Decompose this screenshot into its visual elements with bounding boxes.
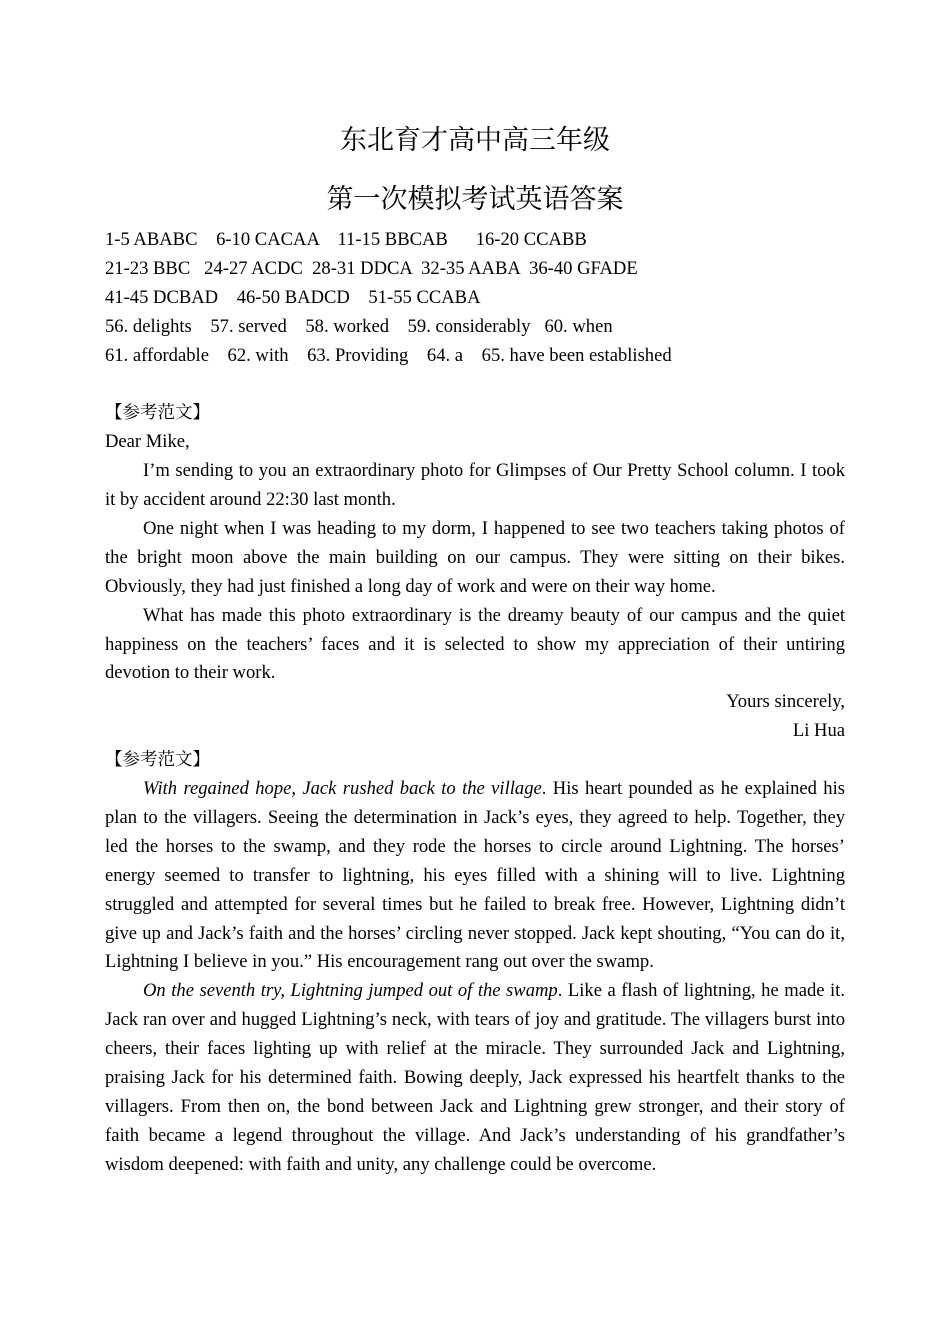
answer-line: 41-45 DCBAD 46-50 BADCD 51-55 CCABA [105,286,481,308]
answer-line: 56. delights 57. served 58. worked 59. considerably 60. when [105,315,613,337]
document-body [105,226,845,1180]
answer-line: 21-23 BBC 24-27 ACDC 28-31 DDCA 32-35 AABA 36-40 GFADE [105,257,638,279]
answer-line: 61. affordable 62. with 63. Providing 64. a 65. have been established [105,344,672,366]
essay1-closing: Yours sincerely, [726,691,845,713]
essay2-body-2: . Like a flash of lightning, he made it. Jack ran over and hugged Lightning’s neck, with tears of joy and gratitude. The villagers burst into cheers, their faces lighting up with relief at the miracle. They surrounded Jack and Lightning, praising Jack for his determined faith. Bowing deeply, Jack expressed his heartfelt thanks to the villagers. From then on, the bond between Jack and Lightning grew stronger, and their story of faith became a legend throughout the village. And Jack’s understanding of his grandfather’s wisdom deepened: with faith and unity, any challenge could be overcome. [105,980,845,1175]
school-title: 东北育才高中高三年级 [340,125,610,156]
essay2-lead-sentence-1: With regained hope, Jack rushed back to the village [143,778,542,800]
exam-title: 第一次模拟考试英语答案 [326,184,624,215]
essay2-lead-sentence-2: On the seventh try, Lightning jumped out of the swamp [143,980,558,1002]
essay2-heading: 【参考范文】 [105,750,210,771]
spacer [105,370,845,399]
essay2-paragraph-1 [105,775,845,977]
essay2-paragraph-2 [105,977,845,1179]
essay1-paragraph-1: I’m sending to you an extraordinary photo for Glimpses of Our Pretty School column. I took it by accident around 22:30 last month. [105,460,845,511]
essay1-heading: 【参考范文】 [105,403,210,424]
essay1-signature: Li Hua [792,720,845,742]
essay2-body-1: . His heart pounded as he explained his plan to the villagers. Seeing the determination in Jack’s eyes, they agreed to help. Together, they led the horses to the swamp, and they rode the horses to circle around Lightning. The horses’ energy seemed to transfer to lightning, his eyes filled with a shining will to live. Lightning struggled and attempted for several times but he failed to break free. However, Lightning didn’t give up and Jack’s faith and the horses’ circling never stopped. Jack kept shouting, “You can do it, Lightning I believe in you.” His encouragement rang out over the swamp. [105,778,845,973]
essay1-paragraph-2: One night when I was heading to my dorm, I happened to see two teachers taking photos of the bright moon above the main building on our campus. They were sitting on their bikes. Obviously, they had just finished a long day of work and were on their way home. [105,517,845,597]
essay1-greeting: Dear Mike, [105,431,190,453]
essay1-paragraph-3: What has made this photo extraordinary is the dreamy beauty of our campus and the quiet happiness on the teachers’ faces and it is selected to show my appreciation of their untiring devotion to their work. [105,604,845,684]
answer-line: 1-5 ABABC 6-10 CACAA 11-15 BBCAB 16-20 CCABB [105,229,587,250]
